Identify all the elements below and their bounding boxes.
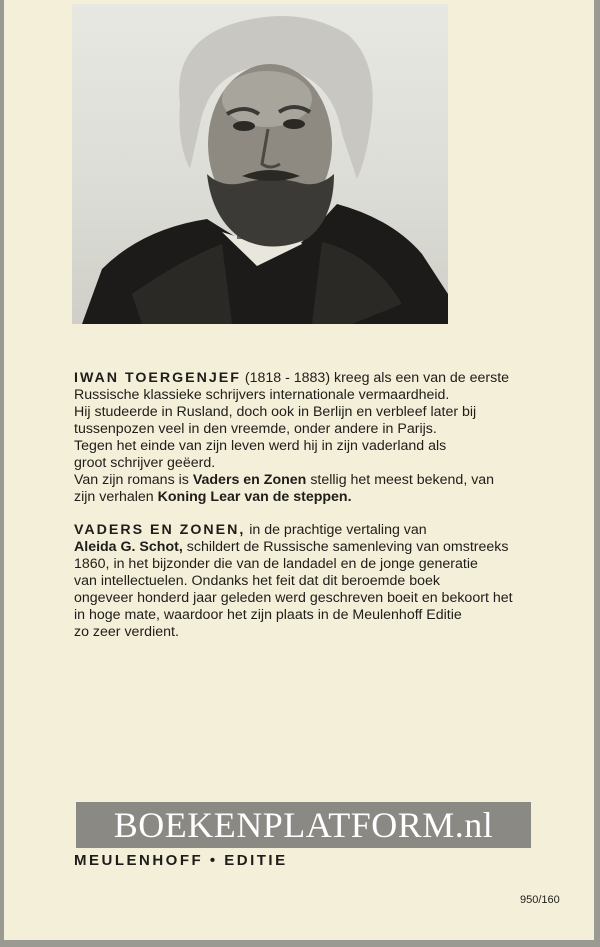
catalog-code: 950/160 — [520, 894, 560, 906]
intro-line-2: Russische klassieke schrijvers internationale vermaardheid. — [74, 387, 450, 403]
second-line-7: zo zeer verdient. — [74, 624, 179, 640]
book-title: VADERS EN ZONEN, — [74, 522, 246, 538]
intro-line-3: Hij studeerde in Rusland, doch ook in Berlijn en verbleef later bij — [74, 404, 477, 420]
second-line-4: van intellectuelen. Ondanks het feit dat dit beroemde boek — [74, 573, 440, 589]
intro-line-5: Tegen het einde van zijn leven werd hij in zijn vaderland als — [74, 438, 447, 454]
translator-name: Aleida G. Schot, — [74, 539, 183, 555]
book-back-cover — [4, 0, 594, 940]
second-line-6: in hoge mate, waardoor het zijn plaats in de Meulenhoff Editie — [74, 607, 462, 623]
novel-title: Vaders en Zonen — [192, 472, 307, 488]
intro-line-1: IWAN TOERGENJEF (1818 - 1883) kreeg als een van de eerste — [74, 370, 510, 386]
second-line-3: 1860, in het bijzonder die van de landadel en de jonge generatie — [74, 556, 478, 572]
publisher-imprint: MEULENHOFF • EDITIE — [74, 852, 288, 869]
intro-line-6: groot schrijver geëerd. — [74, 455, 216, 471]
second-line-2: Aleida G. Schot, schildert de Russische samenleving van omstreeks — [74, 539, 509, 555]
author-portrait — [72, 4, 448, 324]
author-name: IWAN TOERGENJEF — [74, 370, 241, 386]
portrait-illustration — [72, 4, 448, 324]
story-title: Koning Lear van de steppen. — [157, 489, 352, 505]
description-text — [74, 370, 574, 641]
second-line-5: ongeveer honderd jaar geleden werd geschreven boeit en bekoort het — [74, 590, 513, 606]
second-line-1: VADERS EN ZONEN, in de prachtige vertaling van — [74, 522, 427, 538]
intro-line-4: tussenpozen veel in den vreemde, onder andere in Parijs. — [74, 421, 437, 437]
watermark-banner: BOEKENPLATFORM.nl — [76, 802, 531, 848]
intro-line-8: zijn verhalen Koning Lear van de steppen. — [74, 489, 352, 505]
intro-line-7: Van zijn romans is Vaders en Zonen stellig het meest bekend, van — [74, 472, 495, 488]
